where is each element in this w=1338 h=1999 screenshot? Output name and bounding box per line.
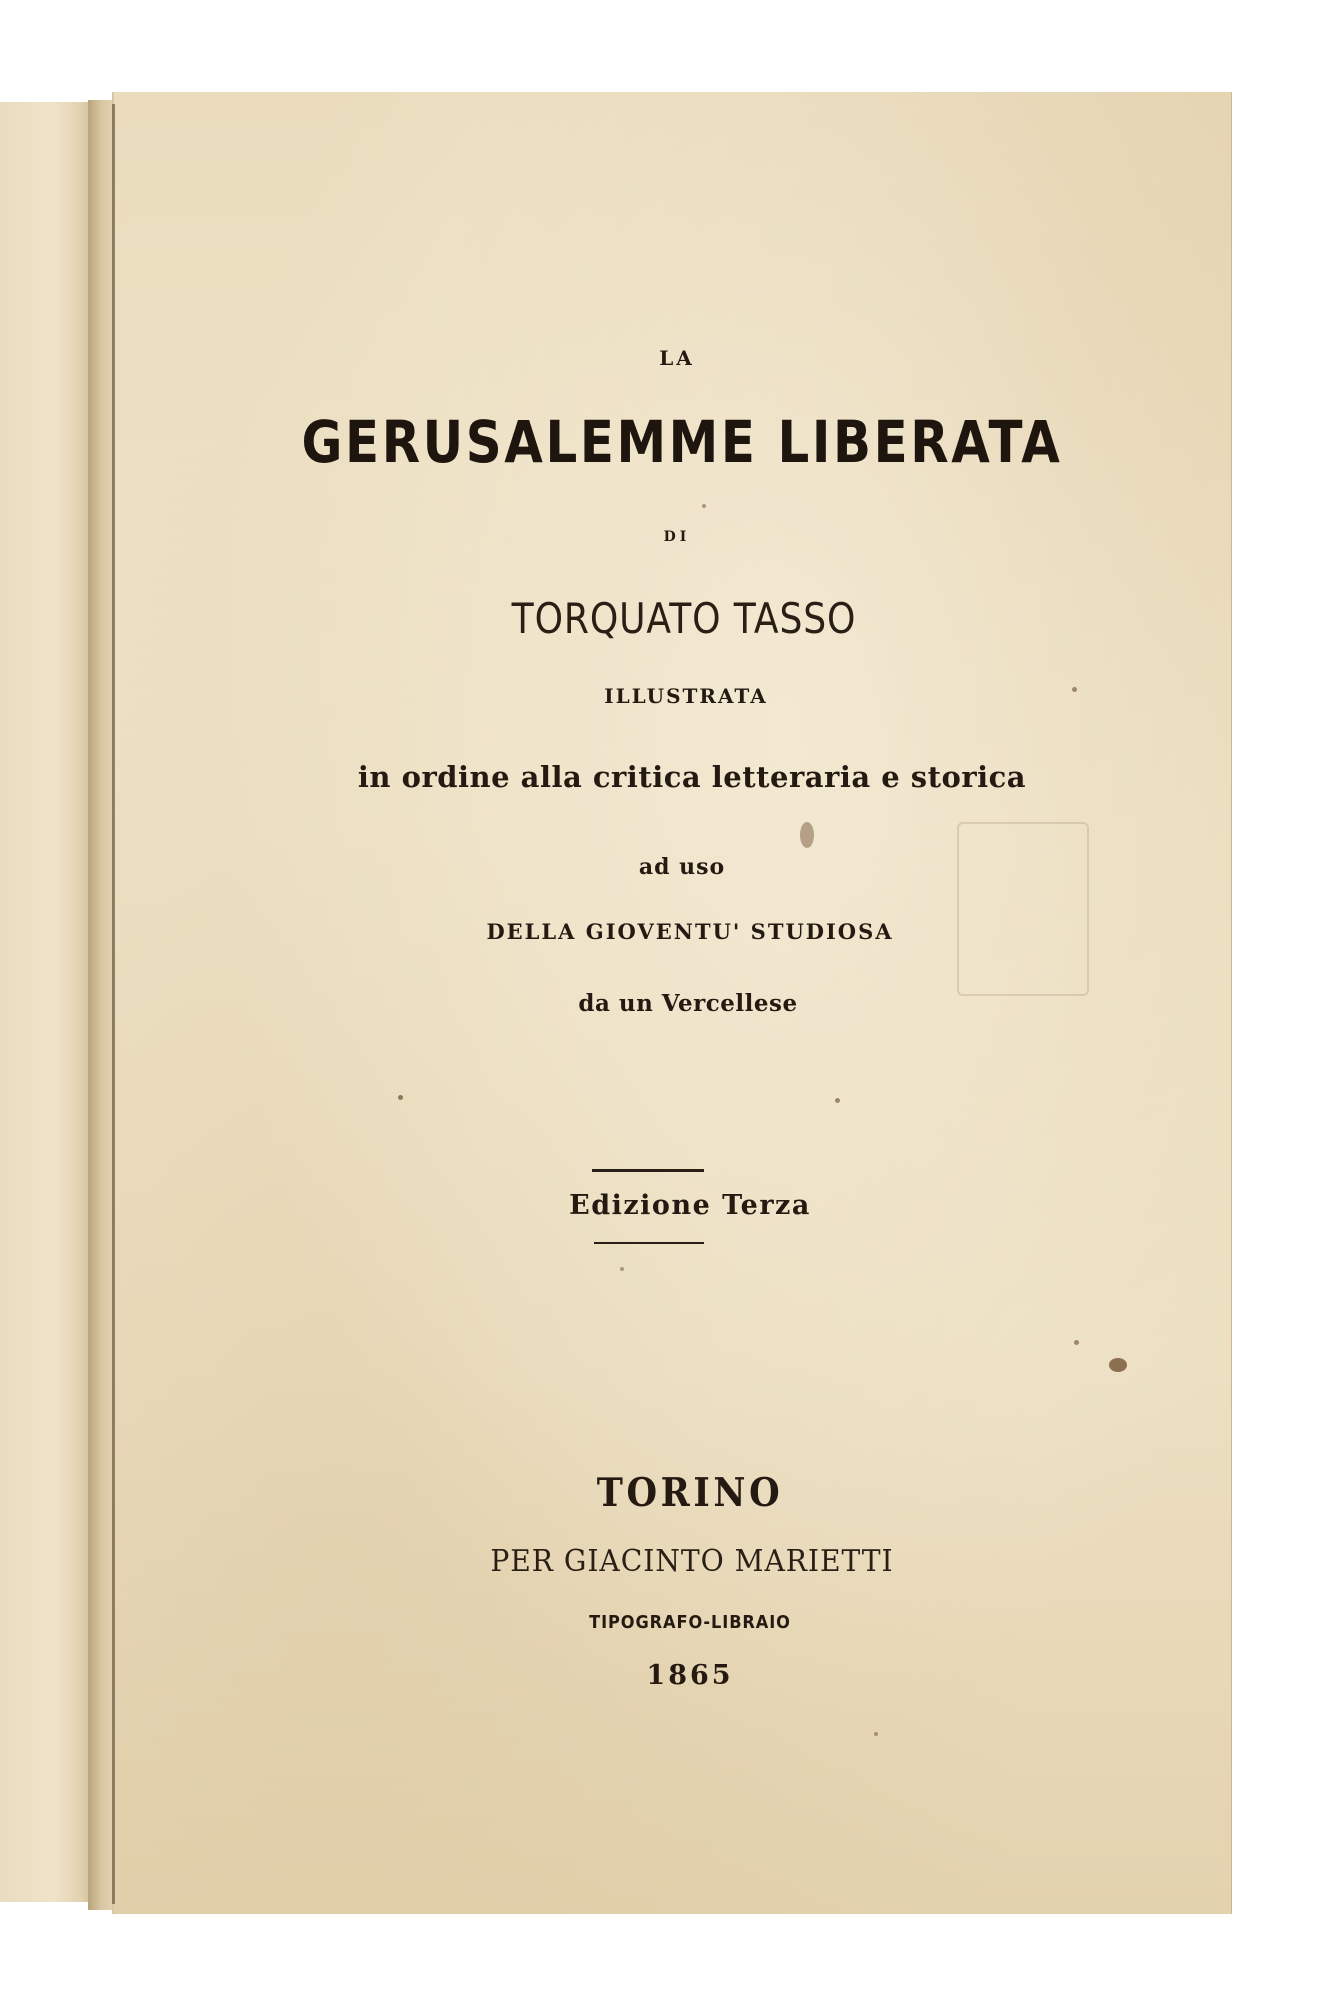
foxing-stain	[835, 1098, 840, 1103]
imprint-publisher: PER GIACINTO MARIETTI	[490, 1544, 894, 1579]
edition-label: Edizione Terza	[569, 1190, 811, 1221]
foxing-stain	[874, 1732, 878, 1736]
edition-rule-bottom	[594, 1242, 704, 1244]
subtitle: in ordine alla critica letteraria e storica	[357, 760, 1027, 794]
foxing-stain	[398, 1095, 403, 1100]
publication-year: 1865	[646, 1660, 734, 1691]
foxing-stain	[1074, 1340, 1079, 1345]
title-article: LA	[659, 346, 695, 370]
left-page-edge	[0, 102, 100, 1902]
author-name: TORQUATO TASSO	[511, 594, 857, 643]
spine-fold	[112, 104, 115, 1904]
foxing-stain	[620, 1267, 624, 1271]
publisher-role: TIPOGRAFO-LIBRAIO	[589, 1612, 791, 1633]
edition-rule-top	[592, 1169, 704, 1172]
book-title: GERUSALEMME LIBERATA	[301, 408, 1063, 476]
editor-line: da un Vercellese	[578, 990, 798, 1017]
foxing-stain	[800, 822, 814, 848]
purpose-line: ad uso	[638, 854, 726, 880]
faded-stamp	[957, 822, 1089, 996]
by-line: DI	[663, 529, 691, 545]
illustrated-label: ILLUSTRATA	[604, 684, 768, 708]
audience-line: DELLA GIOVENTU' STUDIOSA	[486, 919, 894, 944]
foxing-stain	[1109, 1358, 1127, 1372]
title-page	[112, 92, 1232, 1914]
foxing-stain	[702, 504, 706, 508]
imprint-city: TORINO	[596, 1470, 784, 1516]
